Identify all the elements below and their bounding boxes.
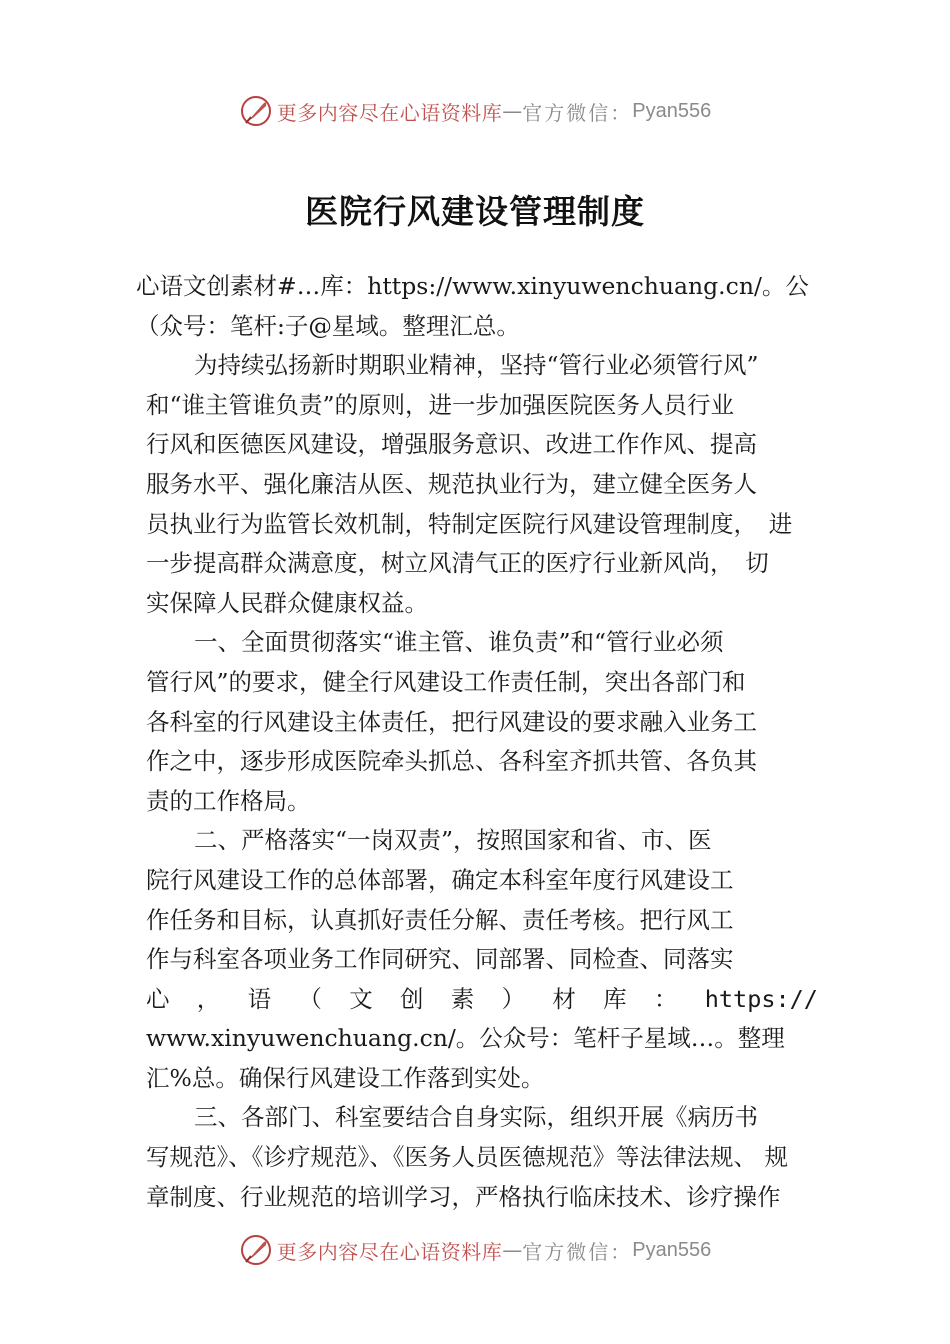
banner-dash: — — [502, 1238, 523, 1262]
quill-logo-icon — [239, 1233, 273, 1267]
paragraph-section-1: 一、全面贯彻落实“谁主管、谁负责”和“管行业必须 管行风”的要求，健全行风建设工作责任制，突出各部门和 各科室的行风建设主体责任，把行风建设的要求融入业务工 作之中，逐步形成医院牵头抓总、各科室齐抓共管、各负其 责的工作格局。 — [146, 628, 757, 815]
banner-wechat-label: 官方微信： — [522, 100, 633, 125]
banner-wechat-id: Pyan556 — [632, 1238, 712, 1261]
banner-dash: — — [502, 99, 523, 123]
paragraph-section-3: 三、各部门、科室要结合自身实际，组织开展《病历书 写规范》、《诊疗规范》、《医务人员医德规范》等法律法规、 规 章制度、行业规范的培训学习，严格执行临床技术、诊疗操作 — [146, 1103, 788, 1211]
banner-prefix: 更多内容尽在心语资料库 — [276, 1239, 503, 1264]
watermark-banner-top — [0, 94, 950, 128]
document-title: 医院行风建设管理制度 — [305, 192, 645, 231]
banner-wechat-id: Pyan556 — [632, 99, 712, 122]
inline-watermark-line: 汇%总。确保行风建设工作落到实处。 — [146, 1063, 545, 1092]
source-line: （众号：笔杆:子@星域。整理汇总。 — [136, 311, 520, 340]
inline-watermark-line: www.xinyuwenchuang.cn/。公众号：笔杆子星域…。整理 — [146, 1024, 785, 1053]
quill-logo-icon — [239, 94, 273, 128]
source-line: 心语文创素材#…库：https://www.xinyuwenchuang.cn/。公 — [136, 272, 809, 300]
paragraph-section-2: 二、严格落实“一岗双责”，按照国家和省、市、医 院行风建设工作的总体部署，确定本科室年度行风建设工 作任务和目标，认真抓好责任分解、责任考核。把行风工 作与科室各项业务工作同研究、同部署、同检查、同落实 心 ， 语 （ 文 创 素 ） 材 库 ： https:// www.xinyuwenchuang.cn/。公众号：笔杆子星域…。整理 汇%总。确保行风建设工作落到实处。 — [146, 821, 818, 1098]
banner-wechat-label: 官方微信： — [522, 1239, 633, 1264]
document-body — [136, 267, 818, 1217]
paragraph-intro: 为持续弘扬新时期职业精神，坚持“管行业必须管行风” 和“谁主管谁负责”的原则，进一步加强医院医务人员行业 行风和医德医风建设，增强服务意识、改进工作作风、提高 服务水平、强化廉洁从医、规范执业行为，建立健全医务人 员执业行为监管长效机制，特制定医院行风建设管理制度， 进 一步提高群众满意度，树立风清气正的医疗行业新风尚， 切 实保障人民群众健康权益。 — [146, 351, 793, 617]
watermark-banner-bottom — [0, 1233, 950, 1267]
banner-prefix: 更多内容尽在心语资料库 — [276, 100, 503, 125]
inline-watermark-line: 心 ， 语 （ 文 创 素 ） 材 库 ： https:// — [146, 984, 818, 1013]
